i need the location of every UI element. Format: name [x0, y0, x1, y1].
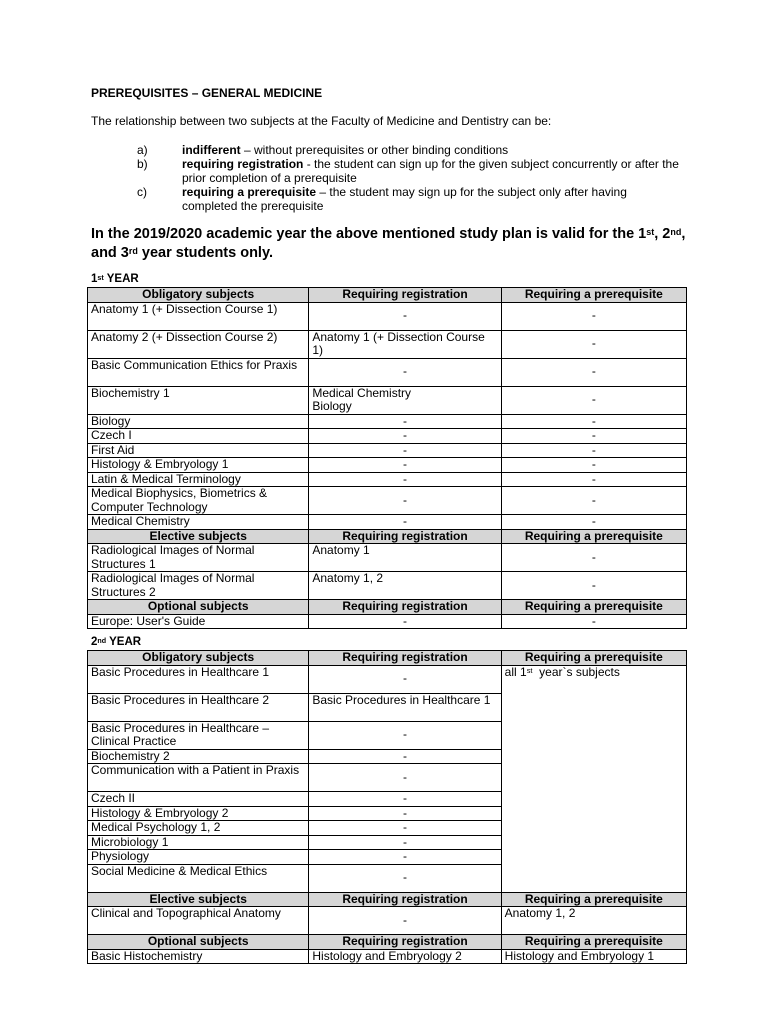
prerequisite-cell: Histology and Embryology 1	[501, 949, 686, 964]
table-row	[88, 414, 687, 429]
option-description: – the student may sign up for the subject only after having completed the prerequisite	[182, 185, 627, 213]
year-1-table	[87, 287, 687, 629]
registration-cell: -	[309, 850, 501, 865]
year-2-heading: 2nd YEAR	[91, 636, 142, 648]
table-row	[88, 544, 687, 572]
registration-cell: -	[309, 614, 501, 629]
column-header: Requiring registration	[309, 288, 501, 303]
registration-cell: Histology and Embryology 2	[309, 949, 501, 964]
table-row	[88, 386, 687, 414]
subject-cell: First Aid	[88, 443, 309, 458]
subject-cell: Radiological Images of Normal Structures 1	[88, 544, 309, 572]
registration-cell: Anatomy 1 (+ Dissection Course 1)	[309, 330, 501, 358]
table-row	[88, 487, 687, 515]
table-row	[88, 302, 687, 330]
registration-cell: -	[309, 721, 501, 749]
option-term: requiring a prerequisite	[182, 185, 317, 199]
prerequisite-cell: -	[501, 544, 686, 572]
registration-cell: -	[309, 764, 501, 792]
registration-cell: -	[309, 472, 501, 487]
subject-cell: Radiological Images of Normal Structures 2	[88, 572, 309, 600]
table-section-header	[88, 529, 687, 544]
column-header: Requiring registration	[309, 651, 501, 666]
table-section-header	[88, 600, 687, 615]
table-row	[88, 472, 687, 487]
registration-cell: Basic Procedures in Healthcare 1	[309, 693, 501, 721]
subject-cell: Biochemistry 1	[88, 386, 309, 414]
column-header: Requiring a prerequisite	[501, 935, 686, 950]
option-term: indifferent	[182, 143, 241, 157]
registration-cell: -	[309, 302, 501, 330]
prerequisite-cell: -	[501, 429, 686, 444]
subject-cell: Medical Psychology 1, 2	[88, 821, 309, 836]
subject-cell: Basic Procedures in Healthcare – Clinical Practice	[88, 721, 309, 749]
option-marker: c)	[137, 185, 147, 199]
registration-cell: -	[309, 487, 501, 515]
subject-cell: Medical Chemistry	[88, 515, 309, 530]
registration-cell: -	[309, 458, 501, 473]
registration-cell: -	[309, 414, 501, 429]
subject-cell: Biochemistry 2	[88, 749, 309, 764]
subject-cell: Basic Procedures in Healthcare 1	[88, 665, 309, 693]
prerequisite-cell: -	[501, 487, 686, 515]
table-row	[88, 572, 687, 600]
table-row	[88, 515, 687, 530]
column-header: Requiring a prerequisite	[501, 651, 686, 666]
column-header: Requiring a prerequisite	[501, 288, 686, 303]
column-header: Requiring registration	[309, 529, 501, 544]
table-row	[88, 330, 687, 358]
subject-cell: Anatomy 1 (+ Dissection Course 1)	[88, 302, 309, 330]
column-header: Requiring registration	[309, 935, 501, 950]
section-header: Elective subjects	[88, 529, 309, 544]
column-header: Requiring a prerequisite	[501, 600, 686, 615]
column-header: Obligatory subjects	[88, 288, 309, 303]
prerequisite-cell: -	[501, 302, 686, 330]
option-term: requiring registration	[182, 157, 304, 171]
registration-cell: -	[309, 443, 501, 458]
prerequisite-cell: -	[501, 330, 686, 358]
subject-cell: Medical Biophysics, Biometrics & Computer Technology	[88, 487, 309, 515]
subject-cell: Biology	[88, 414, 309, 429]
page-title: PREREQUISITES – GENERAL MEDICINE	[91, 86, 323, 100]
intro-text: The relationship between two subjects at the Faculty of Medicine and Dentistry can be:	[91, 114, 552, 128]
registration-cell: -	[309, 749, 501, 764]
option-description: – without prerequisites or other binding conditions	[240, 143, 509, 157]
prerequisite-cell: -	[501, 572, 686, 600]
registration-cell: -	[309, 358, 501, 386]
subject-cell: Physiology	[88, 850, 309, 865]
prerequisite-cell: -	[501, 443, 686, 458]
merged-prerequisite-cell: all 1st year`s subjects	[501, 665, 686, 892]
table-row	[88, 358, 687, 386]
prerequisite-cell: -	[501, 414, 686, 429]
subject-cell: Basic Procedures in Healthcare 2	[88, 693, 309, 721]
table-row	[88, 665, 687, 693]
registration-cell: -	[309, 792, 501, 807]
registration-cell: Medical Chemistry Biology	[309, 386, 501, 414]
table-row	[88, 458, 687, 473]
section-header: Optional subjects	[88, 935, 309, 950]
subject-cell: Czech I	[88, 429, 309, 444]
table-section-header	[88, 892, 687, 907]
column-header: Requiring a prerequisite	[501, 529, 686, 544]
option-description: - the student can sign up for the given subject concurrently or after the prior completion of a prerequisite	[182, 157, 679, 185]
option-marker: b)	[137, 157, 148, 171]
registration-cell: -	[309, 806, 501, 821]
year-1-heading: 1st YEAR	[91, 273, 139, 285]
section-header: Elective subjects	[88, 892, 309, 907]
prerequisite-cell: -	[501, 515, 686, 530]
table-row	[88, 443, 687, 458]
registration-cell: -	[309, 907, 501, 935]
registration-cell: Anatomy 1, 2	[309, 572, 501, 600]
registration-cell: Anatomy 1	[309, 544, 501, 572]
registration-cell: -	[309, 821, 501, 836]
year-2-table	[87, 650, 687, 964]
subject-cell: Czech II	[88, 792, 309, 807]
prerequisite-cell: -	[501, 472, 686, 487]
subject-cell: Basic Histochemistry	[88, 949, 309, 964]
subject-cell: Clinical and Topographical Anatomy	[88, 907, 309, 935]
registration-cell: -	[309, 515, 501, 530]
section-header: Optional subjects	[88, 600, 309, 615]
prerequisite-cell: -	[501, 458, 686, 473]
validity-notice: In the 2019/2020 academic year the above mentioned study plan is valid for the 1st, 2nd, and 3rd year students only.	[91, 226, 686, 261]
table-header-row	[88, 651, 687, 666]
table-row	[88, 614, 687, 629]
table-row	[88, 429, 687, 444]
column-header: Requiring registration	[309, 892, 501, 907]
subject-cell: Latin & Medical Terminology	[88, 472, 309, 487]
prerequisite-cell: Anatomy 1, 2	[501, 907, 686, 935]
registration-cell: -	[309, 429, 501, 444]
table-header-row	[88, 288, 687, 303]
column-header: Requiring registration	[309, 600, 501, 615]
prerequisite-cell: -	[501, 614, 686, 629]
subject-cell: Histology & Embryology 2	[88, 806, 309, 821]
registration-cell: -	[309, 835, 501, 850]
prerequisite-cell: -	[501, 386, 686, 414]
prerequisite-cell: -	[501, 358, 686, 386]
table-row	[88, 907, 687, 935]
registration-cell: -	[309, 864, 501, 892]
registration-cell: -	[309, 665, 501, 693]
subject-cell: Basic Communication Ethics for Praxis	[88, 358, 309, 386]
table-row	[88, 949, 687, 964]
option-marker: a)	[137, 143, 148, 157]
subject-cell: Microbiology 1	[88, 835, 309, 850]
subject-cell: Histology & Embryology 1	[88, 458, 309, 473]
table-section-header	[88, 935, 687, 950]
column-header: Requiring a prerequisite	[501, 892, 686, 907]
subject-cell: Social Medicine & Medical Ethics	[88, 864, 309, 892]
column-header: Obligatory subjects	[88, 651, 309, 666]
subject-cell: Europe: User's Guide	[88, 614, 309, 629]
subject-cell: Anatomy 2 (+ Dissection Course 2)	[88, 330, 309, 358]
subject-cell: Communication with a Patient in Praxis	[88, 764, 309, 792]
